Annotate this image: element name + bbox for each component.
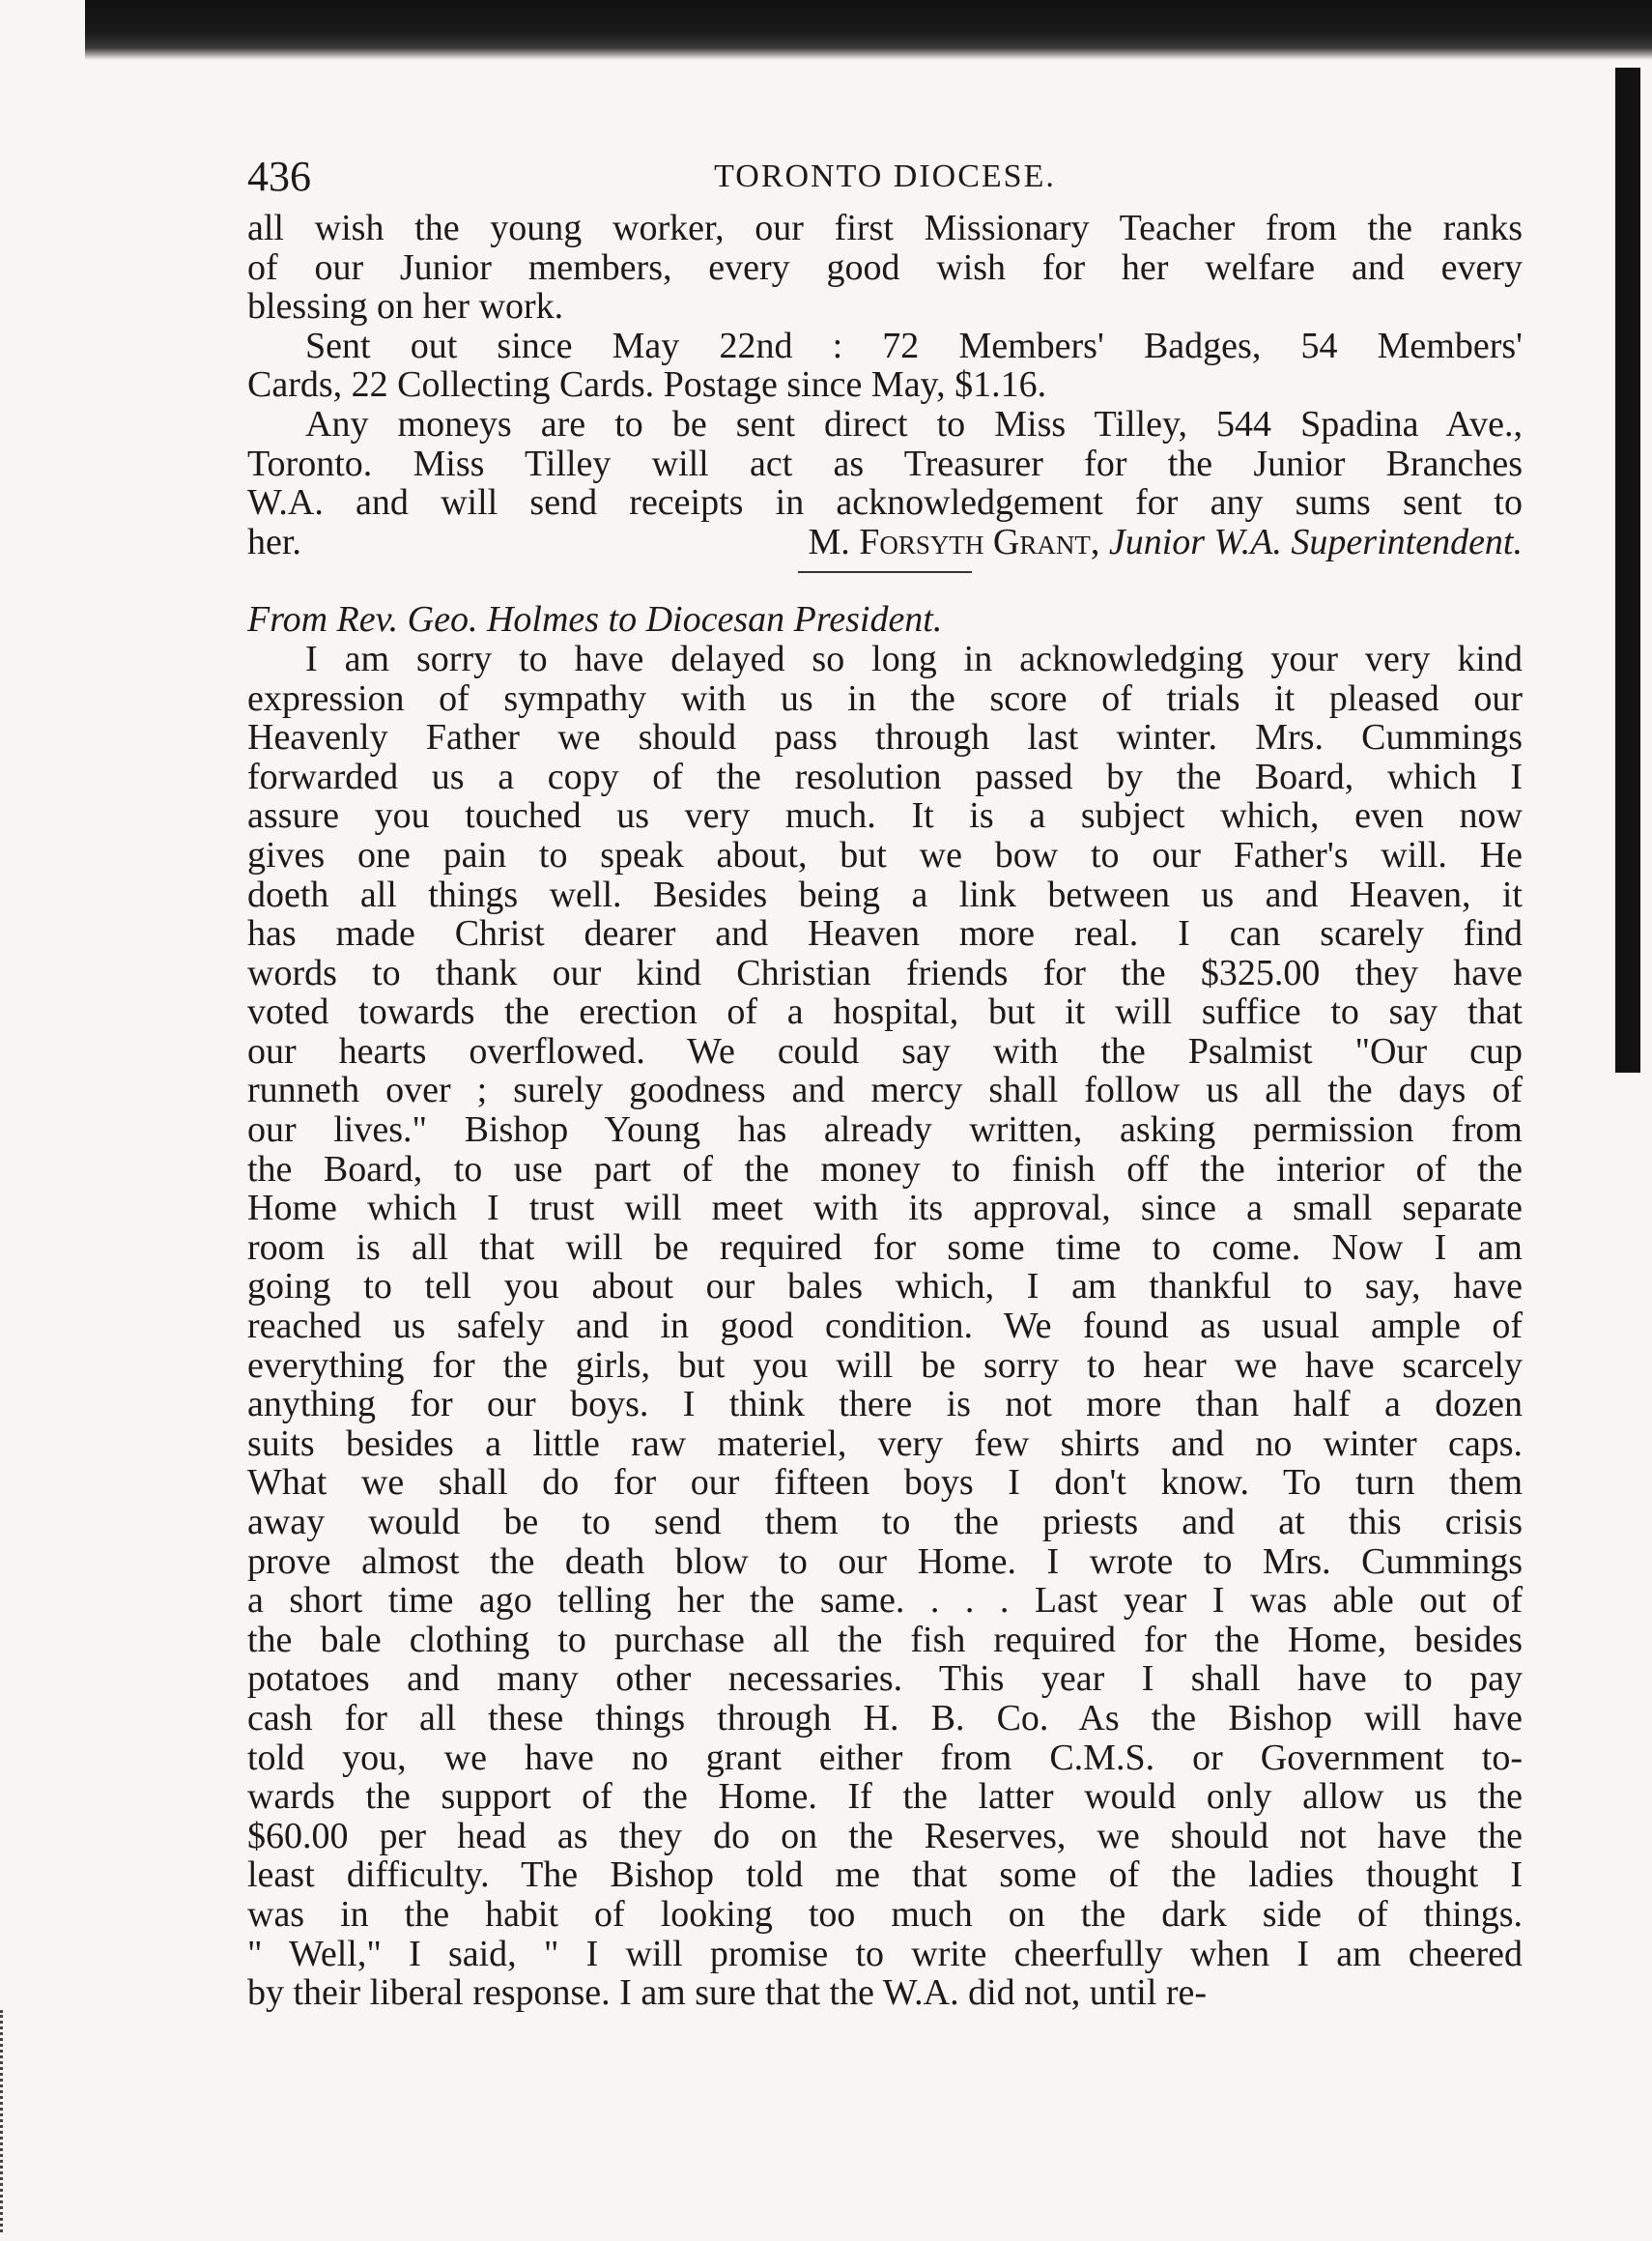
letter-line: the Board, to use part of the money to finish off the interior of the <box>247 1148 1523 1190</box>
signature <box>808 523 1523 562</box>
letter-heading: From Rev. Geo. Holmes to Diocesan President. <box>247 599 943 641</box>
text-line: all wish the young worker, our first Missionary Teacher from the ranks <box>247 208 1523 248</box>
letter-line: I am sorry to have delayed so long in acknowledging your very kind <box>305 638 1523 679</box>
scan-right-edge <box>1615 68 1640 1073</box>
letter-line: potatoes and many other necessaries. This year I shall have to pay <box>247 1658 1523 1700</box>
scan-top-edge <box>85 0 1652 60</box>
letter-line: by their liberal response. I am sure that the W.A. did not, until re- <box>247 1972 1208 2014</box>
letter-line: cash for all these things through H. B. Co. As the Bishop will have <box>247 1697 1523 1738</box>
signature-name: M. Forsyth Grant, <box>808 521 1100 562</box>
letter-line: our hearts overflowed. We could say with the Psalmist "Our cup <box>247 1030 1523 1072</box>
text-line: blessing on her work. <box>247 286 564 328</box>
text-line: Sent out since May 22nd : 72 Members' Badges, 54 Members' <box>305 325 1523 366</box>
scan-left-marks <box>0 2010 22 2232</box>
letter-line: gives one pain to speak about, but we bow to our Father's will. He <box>247 834 1523 876</box>
text-line: Any moneys are to be sent direct to Miss Tilley, 544 Spadina Ave., <box>305 403 1523 445</box>
paragraph-1 <box>247 209 1523 327</box>
paragraph-3 <box>247 405 1523 561</box>
signature-line <box>247 523 1523 562</box>
letter-line: away would be to send them to the priests and at this crisis <box>247 1502 1523 1542</box>
paragraph-2 <box>247 327 1523 405</box>
letter-line: everything for the girls, but you will be sorry to hear we have scarcely <box>247 1344 1523 1386</box>
text-line: Cards, 22 Collecting Cards. Postage since May, $1.16. <box>247 364 1047 406</box>
page-header <box>247 145 1523 209</box>
signature-prefix: her. <box>247 521 301 562</box>
letter-line: room is all that will be required for some time to come. Now I am <box>247 1226 1523 1268</box>
page-number: 436 <box>247 153 311 200</box>
letter-line: words to thank our kind Christian friends for the $325.00 they have <box>247 952 1523 993</box>
signature-title: Junior W.A. Superintendent. <box>1108 521 1523 562</box>
letter-line: reached us safely and in good condition. We found as usual ample of <box>247 1306 1523 1347</box>
letter-line: was in the habit of looking too much on the dark side of things. <box>247 1893 1523 1935</box>
letter-line: $60.00 per head as they do on the Reserves, we should not have the <box>247 1815 1523 1856</box>
letter-line: suits besides a little raw materiel, very few shirts and no winter caps. <box>247 1422 1523 1464</box>
letter-line: a short time ago telling her the same. . . . Last year I was able out of <box>247 1580 1523 1622</box>
section-divider <box>798 571 972 573</box>
letter-line: voted towards the erection of a hospital, but it will suffice to say that <box>247 991 1523 1033</box>
text-line: of our Junior members, every good wish for her welfare and every <box>247 246 1523 288</box>
letter-line: told you, we have no grant either from C.M.S. or Government to- <box>247 1737 1523 1778</box>
letter-line: prove almost the death blow to our Home. I wrote to Mrs. Cummings <box>247 1540 1523 1582</box>
letter-line: Heavenly Father we should pass through last winter. Mrs. Cummings <box>247 717 1523 759</box>
letter-line: our lives." Bishop Young has already written, asking permission from <box>247 1109 1523 1151</box>
letter-line: doeth all things well. Besides being a link between us and Heaven, it <box>247 874 1523 915</box>
letter-line: going to tell you about our bales which, I am thankful to say, have <box>247 1266 1523 1307</box>
text-line: Toronto. Miss Tilley will act as Treasurer for the Junior Branches <box>247 443 1523 484</box>
letter-line: runneth over ; surely goodness and mercy shall follow us all the days of <box>247 1070 1523 1111</box>
letter-line: forwarded us a copy of the resolution passed by the Board, which I <box>247 756 1523 797</box>
letter-line: has made Christ dearer and Heaven more real. I can scarely find <box>247 913 1523 955</box>
running-head: TORONTO DIOCESE. <box>714 158 1056 194</box>
text-line: W.A. and will send receipts in acknowledgement for any sums sent to <box>247 482 1523 524</box>
letter-line: " Well," I said, " I will promise to write cheerfully when I am cheered <box>247 1933 1523 1974</box>
letter-line: anything for our boys. I think there is not more than half a dozen <box>247 1384 1523 1425</box>
letter-line: expression of sympathy with us in the score of trials it pleased our <box>247 677 1523 719</box>
letter-line: assure you touched us very much. It is a subject which, even now <box>247 795 1523 837</box>
letter-line: Home which I trust will meet with its approval, since a small separate <box>247 1188 1523 1229</box>
letter-line: least difficulty. The Bishop told me that some of the ladies thought I <box>247 1854 1523 1896</box>
letter-line: the bale clothing to purchase all the fish required for the Home, besides <box>247 1619 1523 1660</box>
letter-line: wards the support of the Home. If the latter would only allow us the <box>247 1776 1523 1818</box>
page <box>247 145 1523 2013</box>
letter-body <box>247 640 1523 2013</box>
letter-line: What we shall do for our fifteen boys I don't know. To turn them <box>247 1462 1523 1504</box>
